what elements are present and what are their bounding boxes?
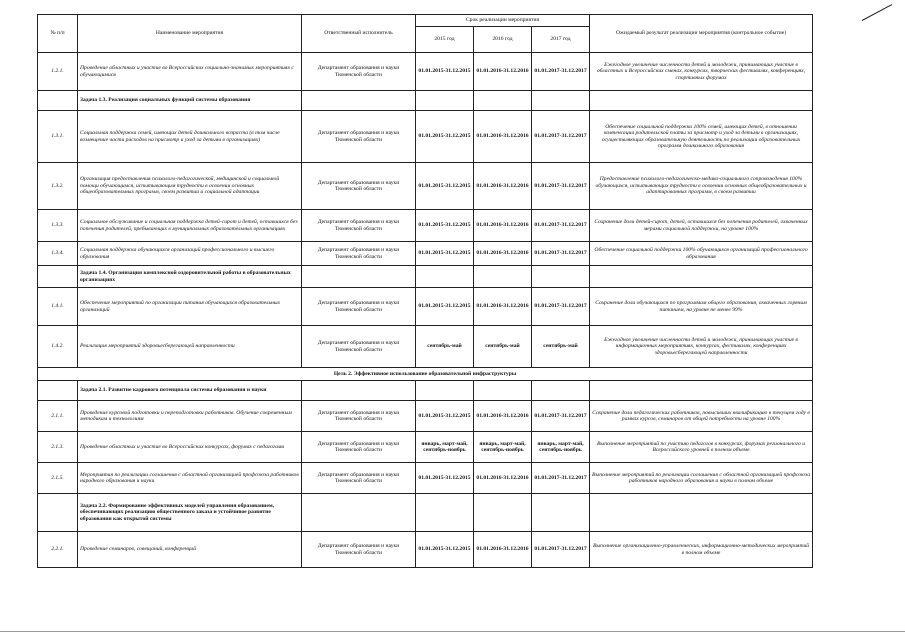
header-num: № п/п: [38, 15, 78, 53]
expected-result: Сохранение доли обучающихся по программам общего образования, охваченных горячим питанием, на уровне не менее 99%: [590, 288, 813, 326]
period-2017: январь, март-май, сентябрь-ноябрь: [532, 432, 590, 463]
expected-result: Предоставление психолого-педагогическо-медико-социального сопровождения 100% обучающихся, испытывающих трудности в освоении основных общеобразовательных и адаптированных программ, в своем развитии: [590, 163, 813, 210]
period-2017: 01.01.2017-31.12.2017: [532, 288, 590, 326]
table-row: [38, 242, 813, 266]
table-row: [38, 53, 813, 91]
empty-cell: [302, 266, 416, 288]
empty-cell: [416, 494, 474, 532]
row-number: 2.1.5.: [38, 463, 78, 494]
executor: Департамент образования и науки Тюменской области: [302, 53, 416, 91]
empty-cell: [590, 494, 813, 532]
empty-cell: [532, 381, 590, 401]
empty-cell: [416, 381, 474, 401]
table-row: [38, 463, 813, 494]
activity-name: Проведение областных и участие во Всероссийских социально-значимых мероприятиях с обучающимися: [78, 53, 302, 91]
empty-cell: [532, 266, 590, 288]
row-number: 2.2.1.: [38, 532, 78, 568]
row-number: 1.3.1.: [38, 111, 78, 163]
period-2015: сентябрь-май: [416, 326, 474, 368]
empty-cell: [590, 91, 813, 111]
row-number: 2.1.1.: [38, 401, 78, 432]
period-2016: 01.01.2016-31.12.2016: [474, 463, 532, 494]
period-2016: 01.01.2016-31.12.2016: [474, 53, 532, 91]
empty-cell: [38, 494, 78, 532]
empty-cell: [416, 91, 474, 111]
expected-result: Сохранение доли детей-сирот, детей, оставшихся без попечения родителей, охваченных мерами социальной поддержки, на уровне 100%: [590, 210, 813, 242]
period-2017: сентябрь-май: [532, 326, 590, 368]
header-2017: 2017 год: [532, 27, 590, 53]
period-2016: 01.01.2016-31.12.2016: [474, 401, 532, 432]
executor: Департамент образования и науки Тюменской области: [302, 532, 416, 568]
expected-result: Сохранение доли педагогических работников, повысивших квалификацию в текущем году в рамках курсов, семинаров от общей потребности на уровне 100%: [590, 401, 813, 432]
task-title: Задача 1.4. Организация комплексной оздоровительной работы в образовательных организациях: [78, 266, 302, 288]
expected-result: Ежегодное увеличение численности детей и молодежи, принимающих участие в областных и Всероссийских сменах, конкурсах, творческих фестивалях, конференциях, спортивных форумах: [590, 53, 813, 91]
table-row: [38, 210, 813, 242]
row-number: 1.4.2.: [38, 326, 78, 368]
header-2016: 2016 год: [474, 27, 532, 53]
period-2017: 01.01.2017-31.12.2017: [532, 163, 590, 210]
empty-cell: [38, 266, 78, 288]
activity-name: Социальное обслуживание и социальная поддержка детей-сирот и детей, оставшихся без попечения родителей, пребывающих в муниципальных образовательных организациях: [78, 210, 302, 242]
activity-name: Организация предоставления психолого-педагогической, медицинской и социальной помощи обучающимся, испытывающим трудности в освоении основных общеобразовательных программ, своем развитии и социальной адаптации: [78, 163, 302, 210]
period-2017: 01.01.2017-31.12.2017: [532, 111, 590, 163]
period-2015: 01.01.2015-31.12.2015: [416, 463, 474, 494]
executor: Департамент образования и науки Тюменской области: [302, 242, 416, 266]
empty-cell: [532, 91, 590, 111]
executor: Департамент образования и науки Тюменской области: [302, 401, 416, 432]
row-number: 1.3.4.: [38, 242, 78, 266]
task-row: [38, 91, 813, 111]
period-2015: 01.01.2015-31.12.2015: [416, 111, 474, 163]
activity-name: Мероприятия по реализации соглашения с областной организацией профсоюза работников народного образования и науки: [78, 463, 302, 494]
executor: Департамент образования и науки Тюменской области: [302, 463, 416, 494]
expected-result: Выполнение организационно-управленческих, информационно-методических мероприятий в полном объеме: [590, 532, 813, 568]
period-2016: сентябрь-май: [474, 326, 532, 368]
activity-name: Социальная поддержка обучающихся организаций профессионального и высшего образования: [78, 242, 302, 266]
table-row: [38, 326, 813, 368]
task-title: Задача 2.2. Формирование эффективных моделей управления образованием, обеспечивающих реализацию общественного заказа и устойчивое развитие образования как открытой системы: [78, 494, 302, 532]
period-2015: январь, март-май, сентябрь-ноябрь: [416, 432, 474, 463]
expected-result: Ежегодное увеличение численности детей и молодежи, принимающих участие в информационных мероприятиях, конкурсах, фестивалях, конференциях здоровьесберегающей направленности: [590, 326, 813, 368]
period-2016: 01.01.2016-31.12.2016: [474, 242, 532, 266]
activity-name: Реализация мероприятий здоровьесберегающей направленности: [78, 326, 302, 368]
corner-pen-mark: [862, 4, 892, 21]
empty-cell: [38, 91, 78, 111]
executor: Департамент образования и науки Тюменской области: [302, 288, 416, 326]
period-2017: 01.01.2017-31.12.2017: [532, 242, 590, 266]
empty-cell: [590, 381, 813, 401]
task-row: [38, 266, 813, 288]
period-2015: 01.01.2015-31.12.2015: [416, 210, 474, 242]
goal-title: Цель 2. Эффективное использование образовательной инфраструктуры: [38, 368, 813, 381]
empty-cell: [474, 494, 532, 532]
period-2016: 01.01.2016-31.12.2016: [474, 532, 532, 568]
empty-cell: [474, 266, 532, 288]
empty-cell: [302, 91, 416, 111]
period-2017: 01.01.2017-31.12.2017: [532, 53, 590, 91]
period-2016: 01.01.2016-31.12.2016: [474, 111, 532, 163]
task-title: Задача 2.1. Развитие кадрового потенциала системы образования и науки: [78, 381, 302, 401]
header-result: Ожидаемый результат реализации мероприятия (контрольное событие): [590, 15, 813, 53]
period-2015: 01.01.2015-31.12.2015: [416, 532, 474, 568]
task-row: [38, 494, 813, 532]
table-row: [38, 163, 813, 210]
activity-name: Проведение семинаров, совещаний, конференций: [78, 532, 302, 568]
period-2017: 01.01.2017-31.12.2017: [532, 463, 590, 494]
period-2015: 01.01.2015-31.12.2015: [416, 53, 474, 91]
period-2015: 01.01.2015-31.12.2015: [416, 242, 474, 266]
empty-cell: [532, 494, 590, 532]
empty-cell: [474, 91, 532, 111]
table-row: [38, 288, 813, 326]
expected-result: Обеспечение социальной поддержки 100% обучающихся организаций профессионального образования: [590, 242, 813, 266]
period-2017: 01.01.2017-31.12.2017: [532, 210, 590, 242]
period-2015: 01.01.2015-31.12.2015: [416, 401, 474, 432]
row-number: 1.4.1.: [38, 288, 78, 326]
row-number: 1.3.2.: [38, 163, 78, 210]
empty-cell: [38, 381, 78, 401]
period-2015: 01.01.2015-31.12.2015: [416, 288, 474, 326]
task-row: [38, 381, 813, 401]
table-row: [38, 532, 813, 568]
activity-name: Обеспечение мероприятий по организации питания обучающихся образовательных организаций: [78, 288, 302, 326]
period-2016: 01.01.2016-31.12.2016: [474, 210, 532, 242]
activity-name: Проведение областных и участие во Всероссийских конкурсах, форумах с педагогами: [78, 432, 302, 463]
period-2016: 01.01.2016-31.12.2016: [474, 288, 532, 326]
table-row: [38, 432, 813, 463]
row-number: 2.1.3.: [38, 432, 78, 463]
executor: Департамент образования и науки Тюменской области: [302, 111, 416, 163]
header-period: Срок реализации мероприятия: [416, 15, 590, 27]
period-2017: 01.01.2017-31.12.2017: [532, 401, 590, 432]
executor: Департамент образования и науки Тюменской области: [302, 326, 416, 368]
row-number: 1.3.3.: [38, 210, 78, 242]
empty-cell: [474, 381, 532, 401]
header-name: Наименование мероприятия: [78, 15, 302, 53]
executor: Департамент образования и науки Тюменской области: [302, 432, 416, 463]
activity-name: Проведение курсовой подготовки и переподготовки работников. Обучение современным методикам и технологиям: [78, 401, 302, 432]
expected-result: Выполнение мероприятий по участию педагогов в конкурсах, форумах регионального и Всероссийского уровней в полном объеме: [590, 432, 813, 463]
period-2016: январь, март-май, сентябрь-ноябрь: [474, 432, 532, 463]
header-executor: Ответственный исполнитель: [302, 15, 416, 53]
activities-table: [37, 14, 813, 568]
bottom-edge-line: [0, 631, 905, 632]
period-2017: 01.01.2017-31.12.2017: [532, 532, 590, 568]
table-row: [38, 111, 813, 163]
header-2015: 2015 год: [416, 27, 474, 53]
empty-cell: [302, 494, 416, 532]
period-2016: 01.01.2016-31.12.2016: [474, 163, 532, 210]
task-title: Задача 1.3. Реализация социальных функций системы образования: [78, 91, 302, 111]
expected-result: Выполнение мероприятий по реализации соглашения с областной организацией профсоюза работников народного образования и науки в полном объеме: [590, 463, 813, 494]
executor: Департамент образования и науки Тюменской области: [302, 210, 416, 242]
goal-row: [38, 368, 813, 381]
executor: Департамент образования и науки Тюменской области: [302, 163, 416, 210]
empty-cell: [590, 266, 813, 288]
row-number: 1.2.1.: [38, 53, 78, 91]
activity-name: Социальная поддержка семей, имеющих детей дошкольного возраста (в том числе возмещение части расходов на присмотр и уход за детьми в организациях): [78, 111, 302, 163]
period-2015: 01.01.2015-31.12.2015: [416, 163, 474, 210]
empty-cell: [416, 266, 474, 288]
empty-cell: [302, 381, 416, 401]
expected-result: Обеспечение социальной поддержки 100% семей, имеющих детей, в отношении компенсации родительской платы за присмотр и уход за детьми в организациях, осуществляющих образовательную деятельность по реализации образовательных программ дошкольного образования: [590, 111, 813, 163]
table-row: [38, 401, 813, 432]
